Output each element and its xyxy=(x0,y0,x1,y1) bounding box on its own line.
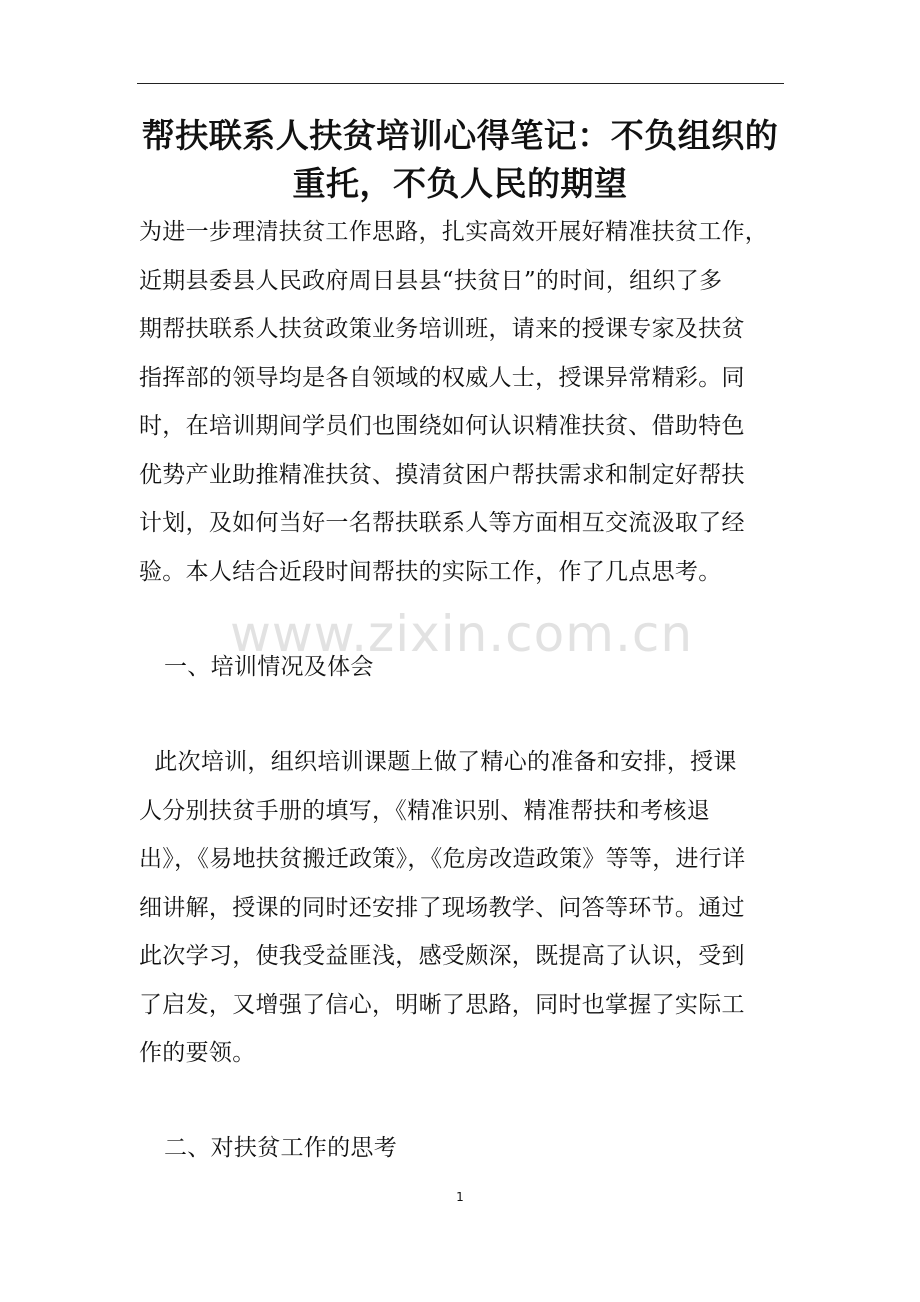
paragraph-line: 人分别扶贫手册的填写，《精准识别、精准帮扶和考核退 xyxy=(139,797,710,824)
paragraph-line: 细讲解，授课的同时还安排了现场教学、问答等环节。通过 xyxy=(139,894,745,921)
section-heading-1: 一、培训情况及体会 xyxy=(164,654,374,680)
document-title xyxy=(120,112,800,208)
paragraph-line: 优势产业助推精准扶贫、摸清贫困户帮扶需求和制定好帮扶 xyxy=(139,461,745,488)
paragraph-line: 此次学习，使我受益匪浅，感受颇深，既提高了认识，受到 xyxy=(139,943,745,969)
paragraph-line: 近期县委县人民政府周日县县“扶贫日”的时间，组织了多 xyxy=(139,267,723,294)
paragraph-line: 作的要领。 xyxy=(139,1040,256,1066)
paragraph-line: 期帮扶联系人扶贫政策业务培训班，请来的授课专家及扶贫 xyxy=(139,316,745,342)
intro-paragraph xyxy=(139,208,784,596)
paragraph-line: 时，在培训期间学员们也围绕如何认识精准扶贫、借助特色 xyxy=(139,413,745,439)
paragraph-line: 指挥部的领导均是各自领域的权威人士，授课异常精彩。同 xyxy=(139,364,745,391)
watermark: www.zixin.com.cn xyxy=(230,605,694,663)
paragraph-line: 此次培训，组织培训课题上做了精心的准备和安排，授课 xyxy=(139,749,737,775)
section1-paragraph xyxy=(139,738,784,1078)
paragraph-line: 计划，及如何当好一名帮扶联系人等方面相互交流汲取了经 xyxy=(139,510,745,536)
paragraph-line: 验。本人结合近段时间帮扶的实际工作，作了几点思考。 xyxy=(139,558,722,585)
paragraph-line: 了启发，又增强了信心，明晰了思路，同时也掌握了实际工 xyxy=(139,991,745,1018)
paragraph-line: 为进一步理清扶贫工作思路，扎实高效开展好精准扶贫工作， xyxy=(139,219,769,245)
section-heading-2: 二、对扶贫工作的思考 xyxy=(164,1135,397,1161)
title-line: 帮扶联系人扶贫培训心得笔记：不负组织的 xyxy=(141,116,779,155)
header-rule xyxy=(137,83,784,84)
title-line: 重托，不负人民的期望 xyxy=(292,164,628,203)
paragraph-line: 出》，《易地扶贫搬迁政策》，《危房改造政策》等等，进行详 xyxy=(139,846,746,872)
page-number: 1 xyxy=(456,1190,464,1204)
